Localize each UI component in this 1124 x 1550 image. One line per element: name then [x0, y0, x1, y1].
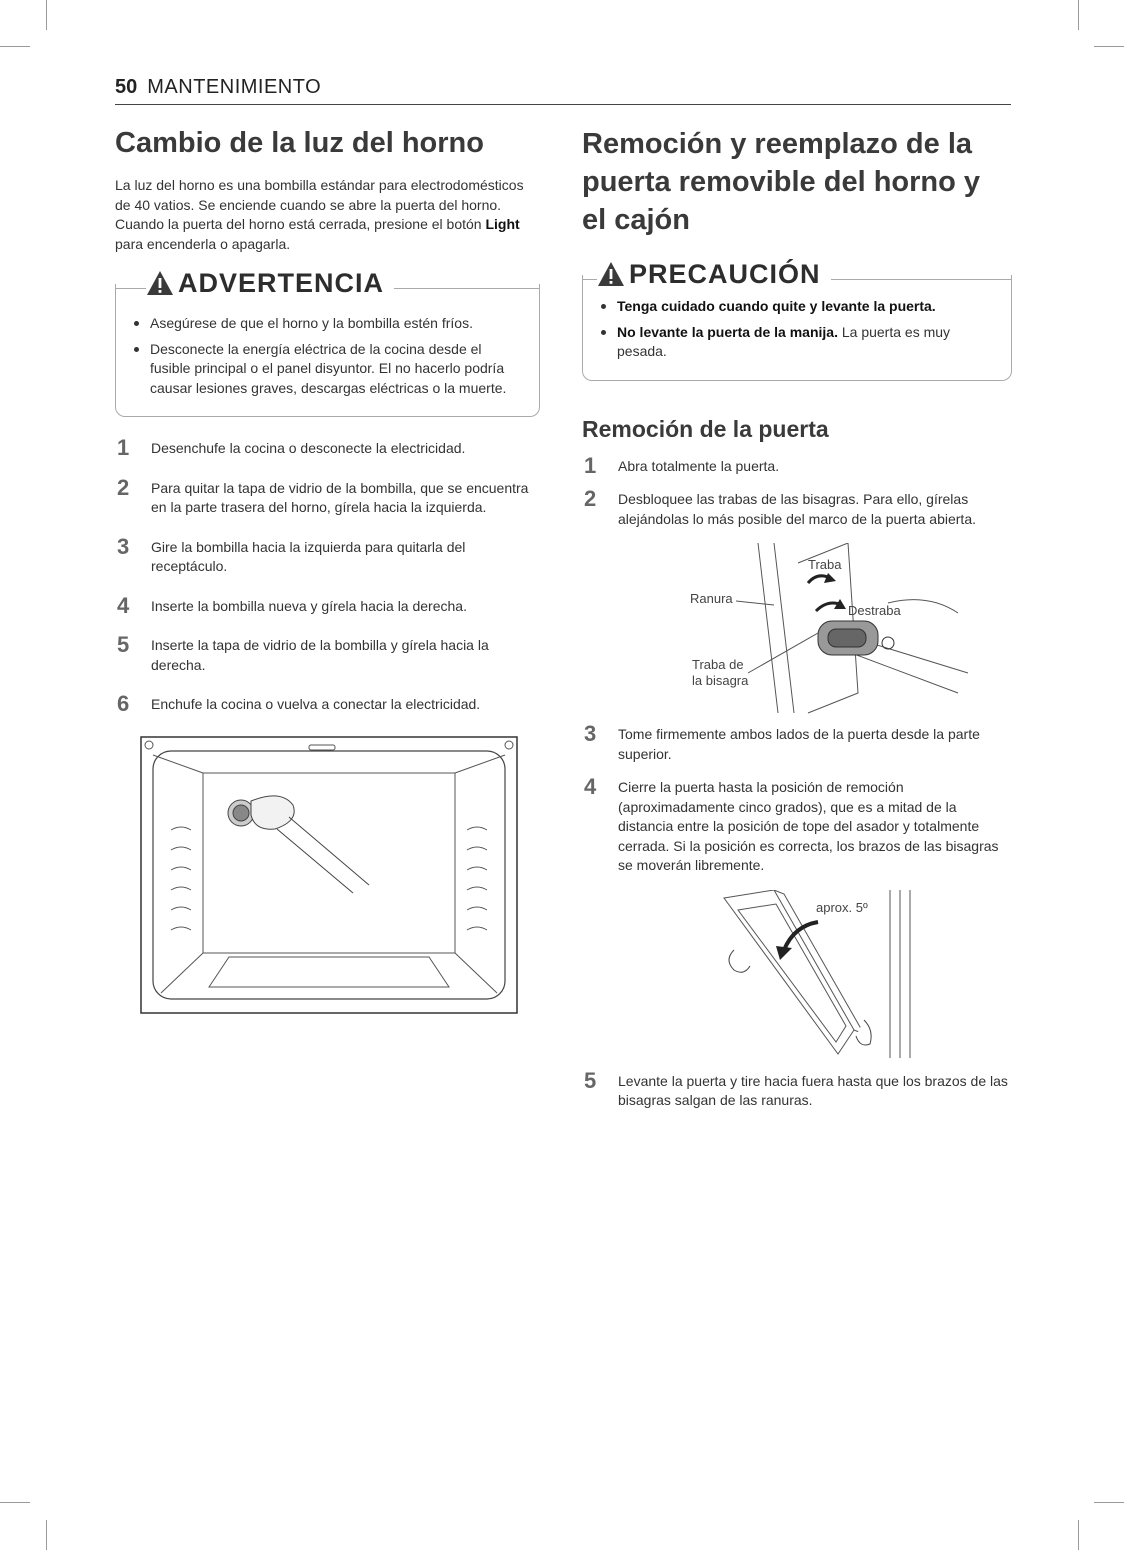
left-column	[115, 125, 540, 1015]
step	[115, 533, 540, 577]
warning-item: Desconecte la energía eléctrica de la cocina desde el fusible principal o el panel disyuntor. El no hacerlo podría causar lesiones graves, descargas eléctricas o la muerte.	[130, 340, 523, 399]
oven-interior-illustration	[139, 735, 519, 1015]
right-column	[582, 125, 1012, 1125]
door-steps	[582, 452, 1012, 1111]
intro-text-end: para encenderla o apagarla.	[115, 235, 291, 252]
crop-mark	[0, 46, 30, 47]
step	[582, 486, 1012, 529]
light-intro	[115, 176, 540, 254]
crop-mark	[1094, 46, 1124, 47]
hinge-lock-illustration	[678, 543, 978, 715]
step-text: Desbloquee las trabas de las bisagras. Para ello, gírelas alejándolas lo más posible del marco de la puerta abierta.	[618, 491, 976, 527]
light-change-title: Cambio de la luz del horno	[115, 127, 484, 159]
angle-label: aprox. 5º	[816, 899, 868, 915]
step-text: Abra totalmente la puerta.	[618, 457, 780, 474]
warning-triangle-icon	[146, 270, 174, 296]
step-number: 1	[117, 435, 130, 460]
step-number: 2	[117, 474, 130, 500]
caution-item-text: Tenga cuidado cuando quite y levante la puerta.	[617, 298, 936, 314]
warning-header	[116, 266, 539, 300]
caution-item-text: La puerta es muy pesada.	[617, 323, 951, 359]
step	[582, 774, 1012, 876]
step	[582, 452, 1012, 478]
caution-list	[597, 297, 995, 362]
step	[115, 691, 540, 716]
step	[115, 592, 540, 618]
warning-item: Asegúrese de que el horno y la bombilla estén fríos.	[130, 314, 523, 334]
step-text: Enchufe la cocina o vuelva a conectar la electricidad.	[151, 696, 481, 712]
door-removal-subtitle: Remoción de la puerta	[582, 415, 829, 442]
caution-rule-left	[583, 279, 597, 280]
step	[115, 632, 540, 675]
crop-mark	[0, 1502, 30, 1503]
crop-mark	[46, 0, 47, 30]
step	[115, 435, 540, 460]
door-angle-illustration	[714, 890, 934, 1058]
warning-rule-left	[116, 288, 146, 289]
door-removal-title: Remoción y reemplazo de la puerta removible del horno y el cajón	[582, 128, 981, 236]
traba-label: Traba	[808, 557, 842, 572]
section-title: MANTENIMIENTO	[147, 76, 322, 98]
step-text: Inserte la tapa de vidrio de la bombilla y gírela hacia la derecha.	[151, 637, 489, 673]
step-text: Cierre la puerta hasta la posición de remoción (aproximadamente cinco grados), que es a mitad de la distancia entre la posición de tope del asador y totalmente cerrada. Si la posición es correcta, los brazos de las bisagras se moverán libremente.	[618, 779, 999, 873]
caution-box	[582, 258, 1012, 381]
crop-mark	[1078, 1520, 1079, 1550]
caution-rule-right	[831, 279, 1011, 280]
step-text: Tome firmemente ambos lados de la puerta desde la parte superior.	[618, 726, 980, 762]
caution-triangle-icon	[597, 261, 625, 287]
ranura-label: Ranura	[690, 591, 733, 606]
step-number: 6	[117, 691, 130, 716]
step	[582, 1067, 1012, 1111]
step-text: Para quitar la tapa de vidrio de la bombilla, que se encuentra en la parte trasera del horno, gírela hacia la izquierda.	[151, 479, 529, 515]
caution-item-bold: No levante la puerta de la manija.	[617, 323, 838, 340]
crop-mark	[46, 1520, 47, 1550]
step	[582, 721, 1012, 764]
page-header	[115, 76, 1011, 105]
step-number: 3	[117, 533, 130, 559]
step-number: 4	[584, 774, 597, 799]
step-number: 5	[584, 1067, 597, 1093]
step-number: 3	[584, 721, 597, 746]
step-number: 1	[584, 452, 597, 478]
caution-header	[583, 257, 1011, 291]
destraba-label: Destraba	[848, 603, 901, 618]
caution-title: PRECAUCIÓN	[629, 258, 821, 289]
step-number: 4	[117, 592, 130, 618]
step-number: 5	[117, 632, 130, 657]
step-text: Inserte la bombilla nueva y gírela hacia la derecha.	[151, 597, 467, 614]
hinge-lock-label-line1: Traba de	[692, 657, 744, 672]
step-number: 2	[584, 486, 597, 511]
warning-rule-right	[394, 288, 539, 289]
light-steps	[115, 435, 540, 716]
light-button-name: Light	[485, 216, 520, 232]
hinge-lock-label-line2: la bisagra	[692, 673, 749, 688]
warning-box	[115, 267, 540, 417]
caution-item	[597, 323, 995, 362]
page-number: 50	[115, 76, 138, 98]
crop-mark	[1078, 0, 1079, 30]
crop-mark	[1094, 1502, 1124, 1503]
step-text: Levante la puerta y tire hacia fuera hasta que los brazos de las bisagras salgan de las ranuras.	[618, 1072, 1008, 1108]
warning-list	[130, 314, 523, 398]
step-text: Gire la bombilla hacia la izquierda para quitarla del receptáculo.	[151, 538, 466, 574]
step	[115, 474, 540, 518]
caution-item	[597, 297, 995, 317]
intro-text: La luz del horno es una bombilla estándar para electrodomésticos de 40 vatios. Se enciende cuando se abre la puerta del horno. Cuando la puerta del horno está cerrada, presione el botón	[115, 177, 524, 232]
warning-title: ADVERTENCIA	[178, 267, 385, 298]
step-text: Desenchufe la cocina o desconecte la electricidad.	[151, 440, 466, 456]
